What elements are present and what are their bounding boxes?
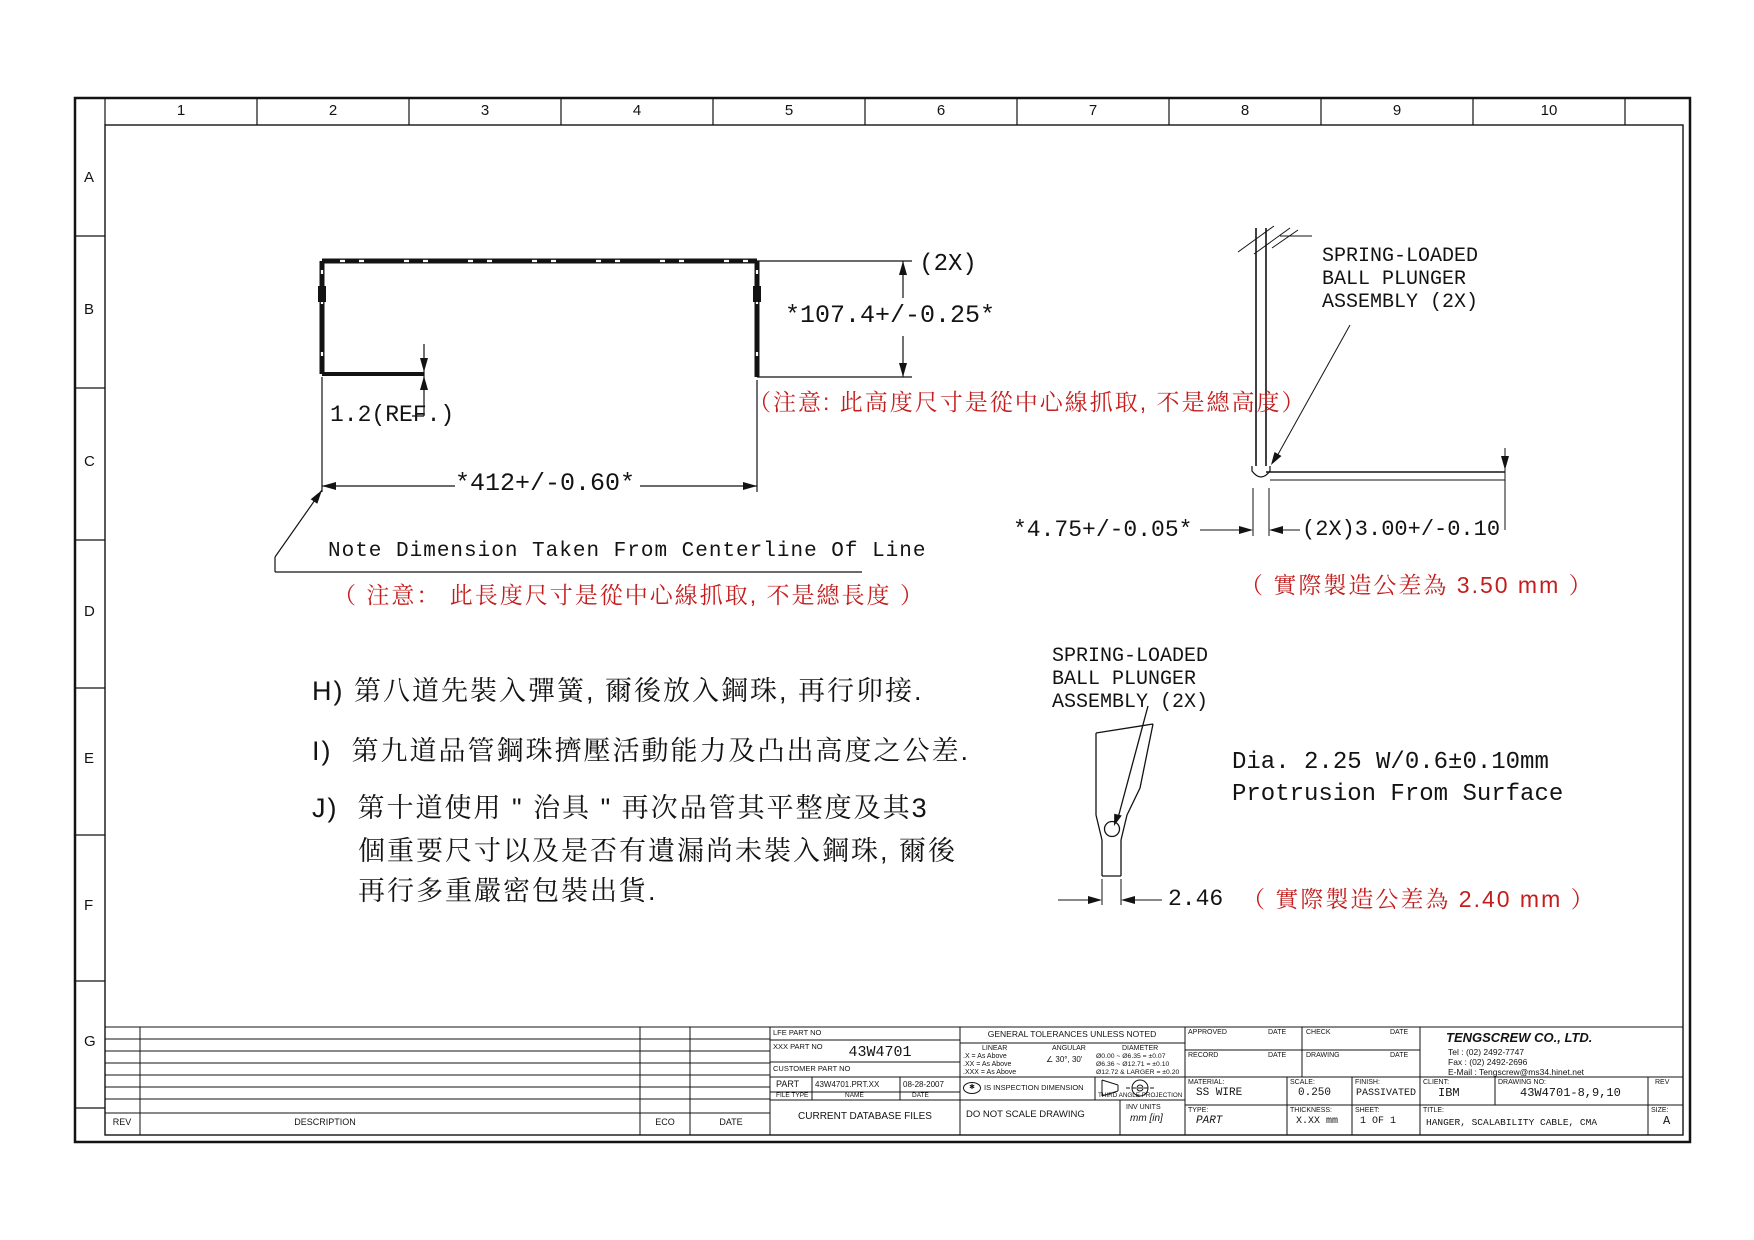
file-type-value: PART: [776, 1079, 800, 1089]
grid-col-label: 7: [1088, 102, 1098, 119]
count-label: (2X): [919, 251, 977, 278]
company-name: TENGSCREW CO., LTD.: [1446, 1030, 1593, 1045]
part-no-row2-label: XXX PART NO: [773, 1042, 823, 1051]
grid-col-label: 5: [784, 102, 794, 119]
grid-col-label: 1: [176, 102, 186, 119]
grid-col-label: 9: [1392, 102, 1402, 119]
ref-dim-label: 1.2(REF.): [330, 402, 455, 428]
sheet-value: 1 OF 1: [1360, 1116, 1397, 1127]
approved-label: APPROVED: [1188, 1029, 1227, 1036]
approved-date-label: DATE: [1268, 1029, 1287, 1036]
plunger-side-tolerance-note: （ 實際製造公差為 3.50 mm ）: [1240, 572, 1594, 598]
linear-tol-1: .X = As Above: [963, 1053, 1007, 1060]
diameter-tol-1: Ø0.00 ~ Ø6.35 = ±0.07: [1096, 1053, 1166, 1060]
grid-row-label: F: [84, 897, 94, 914]
grid-col-label: 6: [936, 102, 946, 119]
file-name-header: NAME: [845, 1092, 864, 1099]
wire-form-arrowheads: [311, 261, 907, 504]
grid-row-label: A: [84, 169, 95, 186]
file-date-value: 08-28-2007: [903, 1080, 944, 1089]
height-caution-note: （注意: 此高度尺寸是從中心線抓取, 不是總高度）: [748, 389, 1307, 415]
scale-value: 0.250: [1298, 1087, 1332, 1099]
finish-label: FINISH:: [1355, 1079, 1380, 1086]
check-label: CHECK: [1306, 1029, 1331, 1036]
rev-col-header: REV: [112, 1117, 132, 1127]
centerline-note: Note Dimension Taken From Centerline Of Line: [328, 540, 927, 563]
height-dim-label: *107.4+/-0.25*: [784, 301, 996, 330]
size-value: A: [1663, 1114, 1671, 1128]
thickness-value: X.XX mm: [1296, 1116, 1339, 1127]
title-value: HANGER, SCALABILITY CABLE, CMA: [1426, 1117, 1598, 1128]
material-label: MATERIAL:: [1188, 1079, 1225, 1086]
grid-col-label: 8: [1240, 102, 1250, 119]
diameter-note-2: Protrusion From Surface: [1232, 781, 1564, 808]
no-scale-note: DO NOT SCALE DRAWING: [966, 1109, 1085, 1120]
linear-tol-2: .XX = As Above: [963, 1061, 1012, 1068]
part-no-row1-label: LFE PART NO: [773, 1028, 822, 1037]
file-type-header: FILE TYPE: [776, 1092, 809, 1099]
length-caution-note: （ 注意： 此長度尺寸是從中心線抓取, 不是總長度 ）: [333, 582, 925, 608]
diameter-tol-2: Ø6.36 ~ Ø12.71 = ±0.10: [1096, 1061, 1170, 1068]
process-note-j3: 再行多重嚴密包裝出貨.: [358, 876, 658, 906]
inspection-note: IS INSPECTION DIMENSION: [984, 1083, 1084, 1092]
thickness-label: THICKNESS:: [1290, 1107, 1333, 1114]
plunger-detail-arrowheads: [1088, 814, 1135, 904]
units-value: mm [in]: [1130, 1113, 1163, 1124]
width-dim-label: 2.46: [1168, 886, 1224, 912]
diameter-tol-3: Ø12.72 & LARGER = ±0.20: [1096, 1069, 1180, 1076]
tolerance-header: GENERAL TOLERANCES UNLESS NOTED: [987, 1029, 1157, 1039]
drawing-no-label: DRAWING NO:: [1498, 1079, 1546, 1086]
plunger-detail-label-1: SPRING-LOADED: [1052, 645, 1209, 668]
plunger-detail-label-3: ASSEMBLY (2X): [1052, 691, 1209, 714]
plunger-detail-view: [1058, 706, 1162, 905]
plun​ger-detail-label-2: BALL PLUNGER: [1052, 668, 1197, 691]
diameter-note-1: Dia. 2.25 W/0.6±0.10mm: [1232, 749, 1549, 776]
plunger-detail-tolerance-note: （ 實際製造公差為 2.40 mm ）: [1242, 886, 1596, 912]
company-tel: Tel : (02) 2492-7747: [1448, 1047, 1525, 1057]
type-label: TYPE:: [1188, 1107, 1209, 1114]
grid-row-label: G: [84, 1033, 96, 1050]
description-col-header: DESCRIPTION: [294, 1117, 356, 1127]
scale-label: SCALE:: [1290, 1079, 1315, 1086]
customer-part-no-label: CUSTOMER PART NO: [773, 1064, 851, 1073]
eco-col-header: ECO: [655, 1117, 675, 1127]
plunger-side-label-3: ASSEMBLY (2X): [1322, 291, 1479, 314]
linear-label: LINEAR: [982, 1045, 1008, 1052]
file-name-value: 43W4701.PRT.XX: [815, 1080, 880, 1089]
grid-col-label: 10: [1540, 102, 1558, 119]
inspection-dimension-icon: ✱: [963, 1082, 981, 1094]
material-value: SS WIRE: [1196, 1087, 1243, 1099]
plunger-side-label-2: BALL PLUNGER: [1322, 268, 1467, 291]
database-caption: CURRENT DATABASE FILES: [798, 1111, 932, 1122]
process-note-j2: 個重要尺寸以及是否有遺漏尚未裝入鋼珠, 爾後: [358, 836, 958, 866]
finish-value: PASSIVATED: [1356, 1088, 1417, 1099]
part-number: 43W4701: [848, 1044, 912, 1061]
angular-tol: ∠ 30°, 30': [1046, 1055, 1083, 1064]
rev-label: REV: [1655, 1079, 1670, 1086]
grid-row-label: C: [84, 453, 95, 470]
process-note-j: J) 第十道使用 " 治具 " 再次品管其平整度及其3: [312, 793, 929, 823]
record-date-label: DATE: [1268, 1052, 1287, 1059]
drawing-label: DRAWING: [1306, 1052, 1340, 1059]
offset-dim-label: (2X)3.00+/-0.10: [1302, 517, 1501, 542]
grid-col-label: 3: [480, 102, 490, 119]
units-label: INV UNITS: [1126, 1104, 1161, 1111]
check-date-label: DATE: [1390, 1029, 1409, 1036]
company-fax: Fax : (02) 2492-2696: [1448, 1057, 1528, 1067]
process-note-h: H) 第八道先裝入彈簧, 爾後放入鋼珠, 再行卯接.: [312, 676, 924, 706]
grid-row-label: B: [84, 301, 95, 318]
client-value: IBM: [1438, 1086, 1460, 1100]
drawing-no-value: 43W4701-8,9,10: [1520, 1086, 1621, 1100]
grid-col-label: 4: [632, 102, 642, 119]
sheet-label: SHEET:: [1355, 1107, 1380, 1114]
file-date-header: DATE: [912, 1092, 929, 1099]
plunger-side-label-1: SPRING-LOADED: [1322, 245, 1479, 268]
grid-row-label: E: [84, 750, 95, 767]
length-dim-label: *412+/-0.60*: [454, 469, 636, 498]
protrusion-dim-label: *4.75+/-0.05*: [1013, 517, 1193, 543]
company-email: E-Mail : Tengscrew@ms34.hinet.net: [1448, 1067, 1585, 1077]
process-note-i: I) 第九道品管鋼珠擠壓活動能力及凸出高度之公差.: [312, 736, 970, 766]
client-label: CLIENT:: [1423, 1079, 1450, 1086]
angular-label: ANGULAR: [1052, 1045, 1086, 1052]
grid-col-label: 2: [328, 102, 338, 119]
date-col-header: DATE: [719, 1117, 743, 1127]
type-value: PART: [1196, 1115, 1223, 1127]
linear-tol-3: .XXX = As Above: [963, 1069, 1017, 1076]
grid-row-label: D: [84, 603, 95, 620]
title-label: TITLE:: [1423, 1107, 1445, 1114]
drawing-date-label: DATE: [1390, 1052, 1409, 1059]
record-label: RECORD: [1188, 1052, 1219, 1059]
wire-form-view: [318, 261, 761, 377]
projection-label: THIRD ANGLE PROJECTION: [1098, 1092, 1183, 1099]
diameter-label: DIAMETER: [1122, 1045, 1159, 1052]
size-label: SIZE:: [1651, 1107, 1669, 1114]
